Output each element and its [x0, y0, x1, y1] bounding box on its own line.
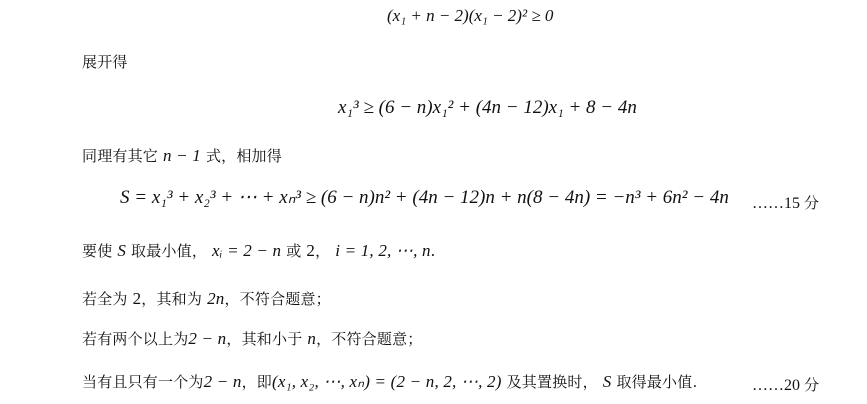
- text-expand: [82, 55, 128, 70]
- line8-S: S: [602, 372, 612, 391]
- line-all-two: [82, 290, 331, 307]
- text-similar-suffix: 式，相加得: [205, 147, 282, 165]
- equation-3: [120, 188, 729, 207]
- line5-mid: 取最小值，: [131, 242, 208, 260]
- score-20: [752, 374, 819, 395]
- line-two-or-more: [82, 330, 422, 347]
- line5-xi: xᵢ = 2 − n: [212, 241, 282, 260]
- line7-expr: 2 − n: [188, 329, 227, 348]
- equation-2: [338, 98, 637, 117]
- line5-S: S: [117, 241, 127, 260]
- score-20-dots: ……: [752, 377, 784, 394]
- text-similar: [82, 147, 282, 164]
- line7-n: n: [307, 329, 317, 348]
- line-exactly-one: [82, 373, 697, 390]
- line5-prefix: 要使: [82, 242, 113, 260]
- score-20-value: 20: [784, 377, 800, 394]
- line7-end: ，不符合题意；: [316, 330, 423, 348]
- line6-prefix: 若全为: [82, 290, 128, 308]
- score-15-dots: ……: [752, 195, 784, 212]
- line6-two: 2: [132, 289, 142, 308]
- line6-mid: ，其和为: [141, 290, 203, 308]
- line8-prefix: 当有且只有一个为: [82, 373, 204, 391]
- line8-after: 及其置换时，: [506, 373, 598, 391]
- line5-comma: ，: [315, 242, 331, 260]
- score-15-unit: 分: [804, 194, 820, 212]
- score-20-unit: 分: [804, 376, 820, 394]
- line8-mid: ，即: [241, 373, 272, 391]
- line6-end: ，不符合题意；: [224, 290, 331, 308]
- line7-prefix: 若有两个以上为: [82, 330, 189, 348]
- line6-2n: 2n: [207, 289, 225, 308]
- line5-or: 或: [286, 242, 302, 260]
- line7-mid: ，其和小于: [226, 330, 303, 348]
- score-15-value: 15: [784, 195, 800, 212]
- line5-two: 2: [306, 241, 316, 260]
- score-15: [752, 192, 819, 213]
- equation-1: [387, 7, 553, 24]
- line5-i: i = 1, 2, ⋯, n: [335, 241, 431, 260]
- text-similar-prefix: 同理有其它: [82, 147, 159, 165]
- text-expand-label: 展开得: [82, 53, 128, 71]
- equation-2-text: x₁³ ≥ (6 − n)x₁² + (4n − 12)x₁ + 8 − 4n: [338, 97, 637, 118]
- line8-expr: 2 − n: [203, 372, 242, 391]
- equation-1-text: (x₁ + n − 2)(x₁ − 2)² ≥ 0: [387, 6, 554, 25]
- line-min-condition: [82, 242, 435, 259]
- text-similar-math: n − 1: [162, 146, 201, 165]
- equation-3-text: S = x₁³ + x₂³ + ⋯ + xₙ³ ≥ (6 − n)n² + (4n − 12)n + n(8 − 4n) = −n³ + 6n² − 4n: [120, 187, 729, 208]
- line8-tuple: (x₁, x₂, ⋯, xₙ) = (2 − n, 2, ⋯, 2): [272, 372, 502, 391]
- line8-end: 取得最小值.: [616, 373, 698, 391]
- line5-end: .: [430, 241, 436, 260]
